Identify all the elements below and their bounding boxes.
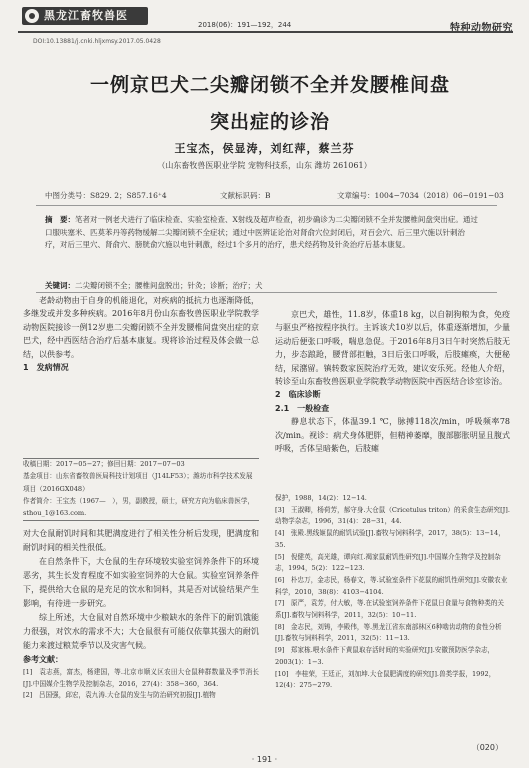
article-title-line1: 一例京巴犬二尖瓣闭锁不全并发腰椎间盘 [89,74,450,96]
author-bio: 作者简介：王宝杰（1967— ），男，副教授，硕士，研究方向为临床兽医学，sthou_1@163.com. [23,496,255,518]
fund-info: 基金项目：山东省畜牧兽医局科技计划项目（J14LF53）；潍坊市科学技术发展项目（2016GX048） [23,472,253,493]
divider [36,205,497,206]
section-heading-1: 1 发病情况 [23,363,69,373]
section-name: 特种动物研究 [450,23,513,34]
reference-item: [7] 原严，袁芳，付大敏，等.在试验室饲养条件下花鼠日食量与食物种类的关系[J].畜牧与饲料科学，2011，32(5)：10−11. [275,599,505,620]
reference-item: [8] 金志民，刘铸，李殿伟，等.黑龙江省东南部林区6种啮齿动物的食性分析[J].畜牧与饲料科学，2011，32(5)：11−13. [275,622,502,643]
reference-item: [5] 倪健英，高光雄，谭向红.褐家鼠耐饥性研究[J].中国媒介生物学及控制杂志，1994，5(2)：122−123. [275,552,501,573]
reference-item: [4] 张殿.黑线姬鼠的耐饥试验[J].畜牧与饲料科学，2017，38(5)：13−14，35. [275,529,505,549]
reference-item: [3] 王淑卿，杨荷芳，郝守身.大仓鼠（Cricetulus triton）的采食生态研究[J].动物学杂志，1996，31(4)：28−31，44. [275,505,510,526]
footnote-rule [23,520,259,521]
doi: DOI:10.13881/j.cnki.hljxmsy.2017.05.0428 [33,38,161,45]
section-heading-2: 2 临床诊断 [275,390,321,400]
journal-logo [22,7,148,25]
paragraph: 在自然条件下，大仓鼠的生存环境较实验室饲养条件下的环境恶劣，其生长发育程度不如实验室饲养的大仓鼠。实验室饲养条件下，提供给大仓鼠的是充足的饮水和饲料，其是否对试验结果产生影响，有待进一步研究。 [23,557,259,608]
keywords [45,280,479,291]
keywords-text: 二尖瓣闭锁不全；腰椎间盘脱出；针灸；诊断；治疗；犬 [75,281,263,290]
page-number: · 191 · [251,755,278,764]
reference-item: 保护，1988，14(2)：12−14. [275,494,367,502]
references-list [275,493,510,692]
issue-info: 2018(06)：191—192，244 [198,21,292,29]
paragraph: 综上所述，大仓鼠对自然环境中少粮缺水的条件下的耐饥饿能力很强，对饮水的需求不大；大仓鼠很有可能仅依靠其强大的耐饥能力来渡过粮荒季节以及灾害气候。 [23,613,259,650]
case-paragraph: 京巴犬，雄性，11.8岁，体重18 kg，以自制狗粮为食，免疫与驱虫严格按程序执行。主诉该犬10岁以后，体重逐渐增加，少量运动后便张口呼吸，喘息急促。于2016年8月3日午时突然后肢无力，步态踉跄，腰背部拒触，3日后张口呼吸，后肢瘫痪，大便秘结，尿潴留。镇转数家医院治疗无效，建议安乐死。经他人介绍，转诊至山东畜牧兽医职业学院教学动物医院中西医结合诊室诊治。 [275,310,510,387]
left-column-bottom [23,527,259,702]
divider [36,292,497,293]
article-id: 文章编号：1004−7034（2018）06−0191−03 [337,191,504,200]
journal-emblem-icon [25,9,39,23]
left-column-top [23,294,259,374]
authors: 王宝杰，侯显涛，刘红萍，蔡兰芬 [174,142,355,155]
affiliation: （山东畜牧兽医职业学院 宠物科技系，山东 潍坊 261061） [157,161,372,170]
header-rule [18,31,513,33]
clc-number: 中图分类号：S829. 2；S857.16⁺4 [45,191,167,200]
reference-item: [9] 郑家栋.喂水条件下黄鼠取存活时间的实验研究[J].安徽预防医学杂志，2003(1)：1−3. [275,646,495,666]
journal-name: 黑龙江畜牧兽医 [44,9,128,22]
abstract [45,214,479,252]
right-column-top [275,308,510,455]
page-code: （020） [471,743,503,752]
reference-item: [1] 袁志燕，富杰，杨建国，等.北京市顺义区农田大仓鼠种群数量及季节消长[J].中国媒介生物学及控制杂志，2016，27(4)：358−360，364. [23,668,259,688]
page-header [0,0,529,40]
paragraph: 对大仓鼠耐饥时间和其肥满度进行了相关性分析后发现，肥满度和耐饥时间的相关性很低。 [23,529,259,552]
reference-item: [6] 朴忠万，金志民，杨春文，等.试验室条件下花鼠的耐饥性研究[J].安徽农业科学，2010，38(8)：4103−4104. [275,575,508,596]
footnote [23,458,259,519]
references-heading: 参考文献： [23,655,63,664]
abstract-text: 笔者对一例老犬进行了临床检查、实验室检查、X射线及超声检查，初步确诊为二尖瓣闭锁不全并发腰椎间盘突出症。通过口服呋塞米、匹莫苯丹等药物缓解二尖瓣闭锁不全症状；通过中医辨证论治对肾俞穴位封闭后，对百会穴、后三里穴施以针刺治疗，对后三里穴、肾俞穴、膀胱俞穴施以电针刺激，经过1个多月的治疗，患犬经药物及针灸治疗后基本康复。 [45,215,478,250]
reference-item: [2] 吕国强，邱宏，袁九涛.大仓鼠的发生与防治研究初报[J].植物 [23,691,216,700]
abstract-label: 摘 要： [45,215,75,224]
document-code: 文献标识码：B [220,191,271,200]
keywords-label: 关键词： [45,281,75,290]
received-date: 收稿日期：2017−05−27；修回日期：2017−07−03 [23,460,185,468]
exam-paragraph: 静息状态下，体温39.1 ℃，脉搏118次/min，呼吸频率78次/min。视诊：病犬身体肥胖，但精神萎靡，腹部膨胀明显且腹式呼吸，舌体呈暗紫色，后肢瘫 [275,417,510,454]
intro-paragraph: 老龄动物由于自身的机能退化，对疾病的抵抗力也逐渐降低，多继发或并发多种疾病。2016年8月份山东畜牧兽医职业学院教学动物医院接诊一例12岁患二尖瓣闭锁不全并发腰椎间盘突出症的京巴犬，经中西医结合治疗后基本康复。现将诊治过程及体会做一总结，以供参考。 [23,296,259,359]
article-title-line2: 突出症的诊治 [209,111,330,133]
reference-item: [10] 李桂荣，王廷正，刘加坤.大仓鼠肥满度的研究[J].兽类学报，1992，12(4)：275−279. [275,669,496,690]
section-heading-2-1: 2.1 一般检查 [275,403,330,413]
